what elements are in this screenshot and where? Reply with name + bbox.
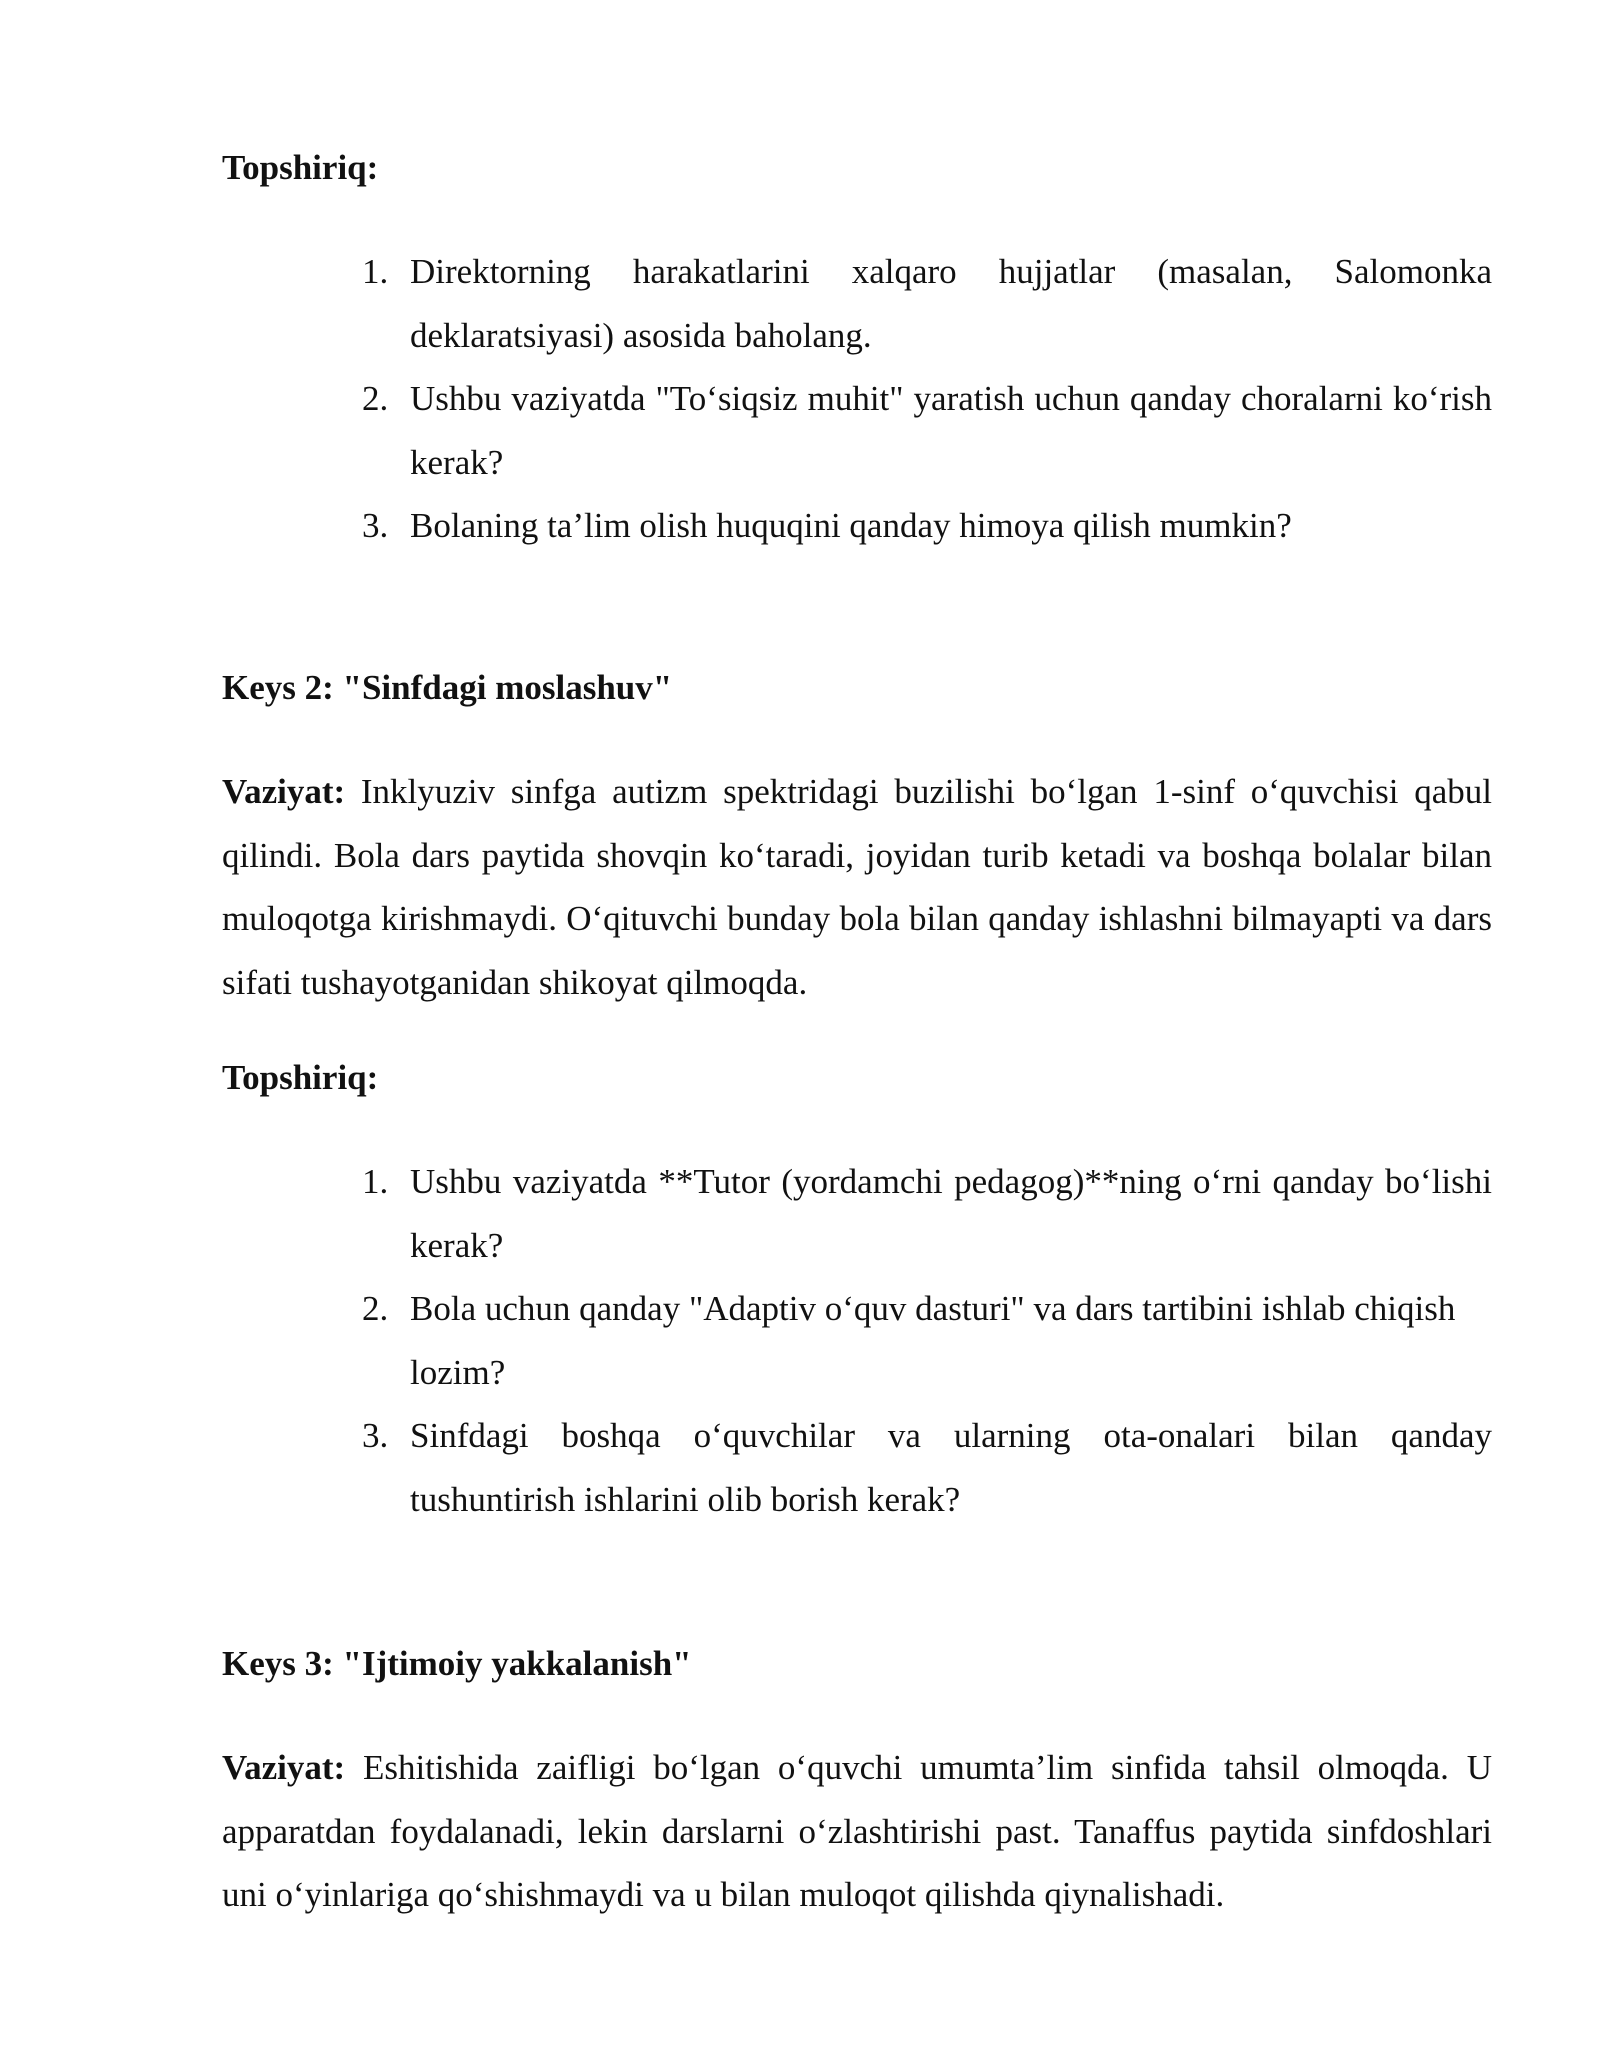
list-item-text: Bolaning ta’lim olish huquqini qanday himoya qilish mumkin? xyxy=(410,506,1292,545)
list-item-text: Direktorning harakatlarini xalqaro hujjatlar (masalan, Salomonka deklaratsiyasi) asosida baholang. xyxy=(410,252,1492,355)
list-number: 1. xyxy=(362,1162,389,1201)
list-number: 2. xyxy=(362,1289,389,1328)
list-item-text: Bola uchun qanday "Adaptiv o‘quv dasturi" va dars tartibini ishlab chiqish lozim? xyxy=(410,1289,1456,1392)
situation-label: Vaziyat: xyxy=(222,1748,346,1787)
situation-paragraph-2 xyxy=(222,760,1492,1014)
task-heading-1: Topshiriq: xyxy=(222,148,379,187)
situation-text: Inklyuziv sinfga autizm spektridagi buzilishi bo‘lgan 1-sinf o‘quvchisi qabul qilindi. Bola dars paytida shovqin ko‘taradi, joyidan turib ketadi va boshqa bolalar bilan muloqotga kirishmaydi. O‘qituvchi bunday bola bilan qanday ishlashni bilmayapti va dars sifati tushayotganidan shikoyat qilmoqda. xyxy=(222,772,1492,1002)
list-item xyxy=(0,240,1492,367)
task-heading-2: Topshiriq: xyxy=(222,1058,379,1097)
list-item xyxy=(0,1277,1508,1404)
situation-label: Vaziyat: xyxy=(222,772,346,811)
case-heading-2: Keys 2: "Sinfdagi moslashuv" xyxy=(222,668,673,707)
list-number: 1. xyxy=(362,252,389,291)
list-item-text: Ushbu vaziyatda "To‘siqsiz muhit" yaratish uchun qanday choralarni ko‘rish kerak? xyxy=(410,379,1492,482)
list-item xyxy=(0,1150,1492,1277)
case-heading-3: Keys 3: "Ijtimoiy yakkalanish" xyxy=(222,1644,692,1683)
list-item xyxy=(0,1404,1492,1531)
task-list-1 xyxy=(0,240,1600,558)
situation-text: Eshitishida zaifligi bo‘lgan o‘quvchi umumta’lim sinfida tahsil olmoqda. U apparatdan foydalanadi, lekin darslarni o‘zlashtirishi past. Tanaffus paytida sinfdoshlari uni o‘yinlariga qo‘shishmaydi va u bilan muloqot qilishda qiynalishadi. xyxy=(222,1748,1492,1914)
list-item-text: Sinfdagi boshqa o‘quvchilar va ularning ota-onalari bilan qanday tushuntirish ishlarini olib borish kerak? xyxy=(410,1416,1492,1519)
list-item xyxy=(0,367,1492,494)
list-number: 2. xyxy=(362,379,389,418)
list-number: 3. xyxy=(362,506,389,545)
list-number: 3. xyxy=(362,1416,389,1455)
situation-paragraph-3 xyxy=(222,1736,1492,1927)
list-item-text: Ushbu vaziyatda **Tutor (yordamchi pedagog)**ning o‘rni qanday bo‘lishi kerak? xyxy=(410,1162,1492,1265)
task-list-2 xyxy=(0,1150,1600,1531)
list-item xyxy=(0,494,1492,558)
